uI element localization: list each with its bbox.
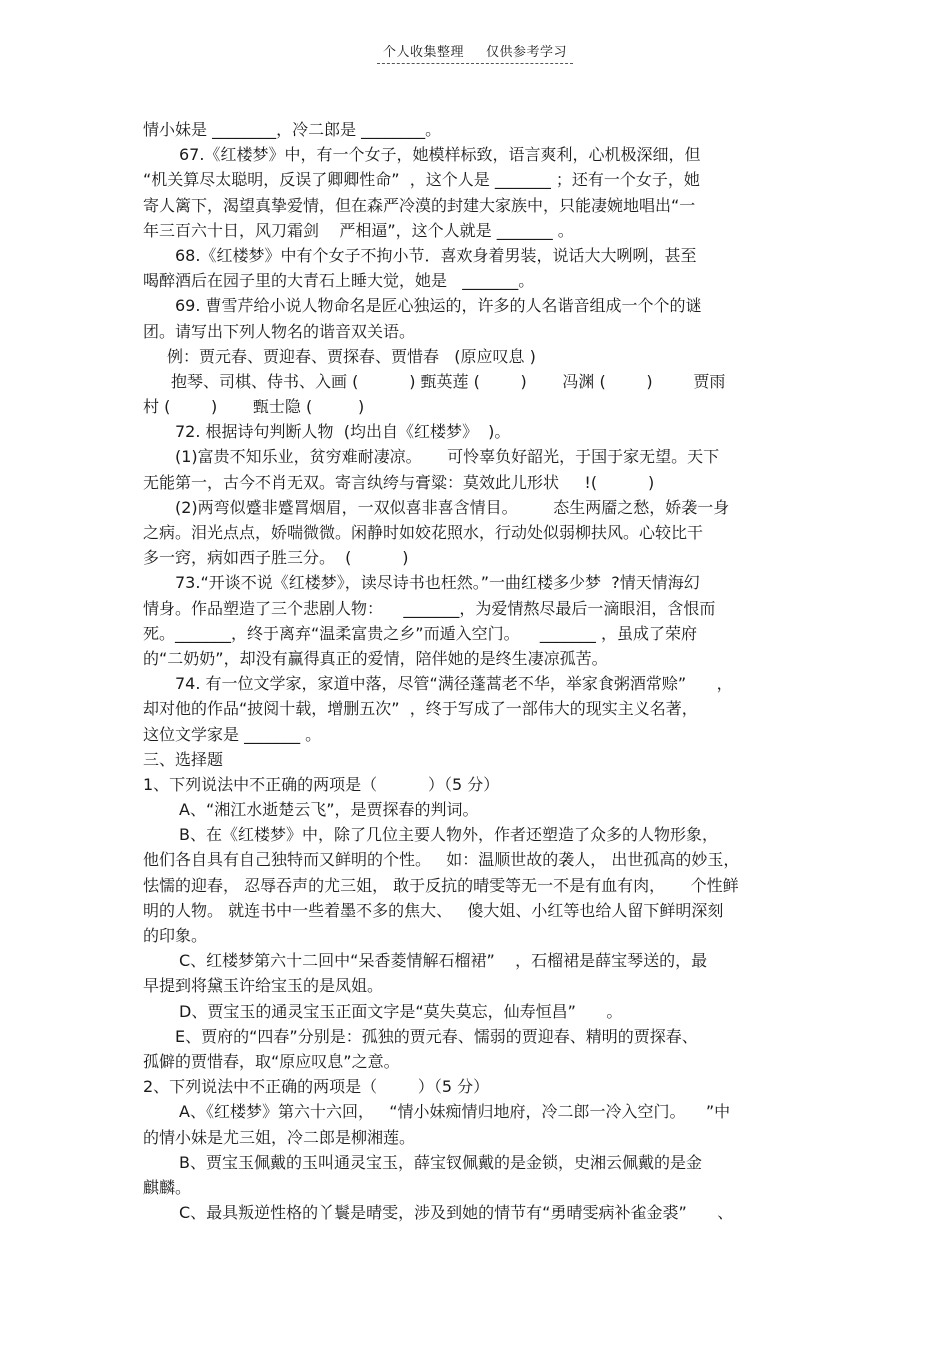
text-line: 年三百六十日，风刀霜剑 严相逼”，这个人就是 _______ 。 [143,220,574,240]
text-line: 多一窍，病如西子胜三分。 ( ) [143,548,409,568]
text-line: 这位文学家是 _______ 。 [143,724,322,744]
text-line: 之病。泪光点点，娇喘微微。闲静时如姣花照水，行动处似弱柳扶风。心较比干 [143,523,704,542]
text-line: 村 ( ) 甄士隐 ( ) [143,397,365,417]
text-line: A、“湘江水逝楚云飞”，是贾探春的判词。 [179,800,479,820]
text-line: 情小妹是 ________，冷二郎是 ________。 [143,120,442,139]
text-line: B、贾宝玉佩戴的玉叫通灵宝玉，薛宝钗佩戴的是金锁，史湘云佩戴的是金 [179,1152,702,1172]
text-line: 孤僻的贾惜春，取“原应叹息”之意。 [143,1051,400,1071]
text-line: 情身。作品塑造了三个悲剧人物： _______，为爱情熬尽最后一滴眼泪，含恨而 [143,598,716,618]
text-line: 73.“开谈不说《红楼梦》，读尽诗书也枉然。”一曲红楼多少梦 ?情天情海幻 [175,573,700,593]
text-line: 寄人篱下，渴望真挚爱情，但在森严冷漠的封建大家族中，只能凄婉地唱出“一 [143,195,696,215]
text-line: 1、下列说法中不正确的两项是（ ）（5 分） [143,774,500,794]
text-line: A、《红楼梦》第六十六回， “情小妹痴情归地府，冷二郎一冷入空门。 ”中 [179,1102,731,1122]
text-line: 却对他的作品“披阅十载，增删五次” ，终于写成了一部伟大的现实主义名著， [143,699,698,719]
text-line: 明的人物。 就连书中一些着墨不多的焦大、 傻大姐、小红等也给人留下鲜明深刻 [143,900,724,920]
text-line: 他们各自具有自己独特而又鲜明的个性。 如：温顺世故的袭人， 出世孤高的妙玉， [143,850,740,870]
text-line: 2、下列说法中不正确的两项是（ ）（5 分） [143,1077,490,1097]
text-line: E、贾府的“四春”分别是：孤独的贾元春、懦弱的贾迎春、精明的贾探春、 [175,1026,698,1046]
header-right-text: 仅供参考学习 [486,45,568,60]
text-line: 的印象。 [143,926,208,945]
text-line: (2)两弯似蹙非蹙罥烟眉，一双似喜非喜含情目。 态生两靥之愁，娇袭一身 [175,497,730,517]
text-line: 68.《红楼梦》中有个女子不拘小节．喜欢身着男装，说话大大咧咧，甚至 [175,245,697,265]
text-line: 三、选择题 [143,749,224,769]
text-line: B、在《红楼梦》中，除了几位主要人物外，作者还塑造了众多的人物形象， [179,825,718,845]
text-line: 麒麟。 [143,1177,192,1197]
text-line: 喝醉酒后在园子里的大青石上睡大觉，她是 _______。 [143,271,535,291]
text-line: C、最具叛逆性格的丫鬟是晴雯，涉及到她的情节有“勇晴雯病补雀金裘” 、 [179,1203,734,1223]
text-line: 74. 有一位文学家，家道中落，尽管“满径蓬蒿老不华，举家食粥酒常赊” ， [175,674,733,694]
text-line: 72. 根据诗句判断人物 (均出自《红楼梦》 )。 [175,422,511,442]
text-line: 67.《红楼梦》中，有一个女子，她模样标致，语言爽利，心机极深细，但 [179,145,701,165]
text-line: 早提到将黛玉许给宝玉的是凤姐。 [143,976,384,996]
header-note [377,41,573,64]
text-line: 例：贾元春、贾迎春、贾探春、贾惜春 (原应叹息 ) [167,346,536,366]
text-line: “机关算尽太聪明，反误了卿卿性命” ，这个人是 _______ ；还有一个女子，她 [143,170,700,190]
text-line: 的情小妹是尤三姐，冷二郎是柳湘莲。 [143,1127,416,1147]
page-header [0,41,950,64]
header-left-text: 个人收集整理 [382,45,464,60]
document-body [143,117,813,1225]
text-line: D、贾宝玉的通灵宝玉正面文字是“莫失莫忘，仙寿恒昌” 。 [179,1001,623,1021]
text-line: (1)富贵不知乐业，贫穷难耐凄凉。 可怜辜负好韶光，于国于家无望。天下 [175,447,720,467]
text-line: 团。请写出下列人物名的谐音双关语。 [143,321,416,341]
text-line: 69. 曹雪芹给小说人物命名是匠心独运的，许多的人名谐音组成一个个的谜 [175,296,702,316]
text-line: 死。_______，终于离弃“温柔富贵之乡”而遁入空门。 _______ ，虽成了荣府 [143,623,698,643]
text-line: 无能第一，古今不肖无双。寄言纨绔与膏粱：莫效此儿形状 !( ) [143,472,655,492]
text-line: C、红楼梦第六十二回中“呆香菱情解石榴裙” ，石榴裙是薛宝琴送的，最 [179,951,708,971]
text-line: 抱琴、司棋、侍书、入画 ( ) 甄英莲 ( ) 冯渊 ( ) 贾雨 [171,371,726,391]
text-line: 怯懦的迎春， 忍辱吞声的尤三姐， 敢于反抗的晴雯等无一不是有血有肉， 个性鲜 [143,875,739,895]
text-line: 的“二奶奶”，却没有赢得真正的爱情，陪伴她的是终生凄凉孤苦。 [143,648,608,668]
